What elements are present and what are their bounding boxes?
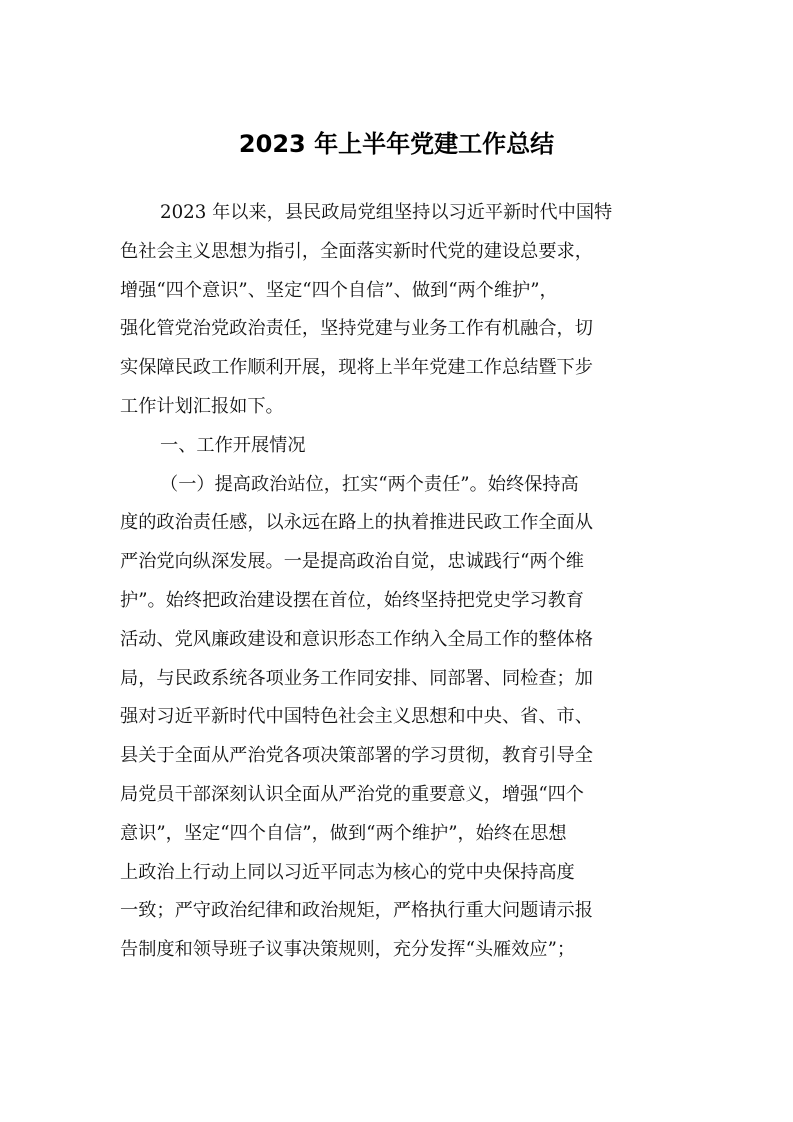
paragraph-line: 强化管党治党政治责任，坚持党建与业务工作有机融合，切 bbox=[120, 318, 593, 340]
paragraph-line: 一致；严守政治纪律和政治规矩，严格执行重大问题请示报 bbox=[120, 900, 593, 922]
paragraph-line: 意识”，坚定“四个自信”，做到“两个维护”，始终在思想 bbox=[120, 822, 567, 844]
paragraph-line: 上政治上行动上同以习近平同志为核心的党中央保持高度 bbox=[120, 861, 575, 883]
document-title: 2023 年上半年党建工作总结 bbox=[238, 130, 555, 158]
paragraph-line: （一）提高政治站位，扛实“两个责任”。始终保持高 bbox=[160, 473, 579, 495]
paragraph-line: 工作计划汇报如下。 bbox=[120, 395, 284, 417]
paragraph-line: 县关于全面从严治党各项决策部署的学习贯彻，教育引导全 bbox=[120, 745, 593, 767]
paragraph-line: 实保障民政工作顺利开展，现将上半年党建工作总结暨下步 bbox=[120, 357, 593, 379]
document-body bbox=[120, 194, 673, 970]
paragraph-line: 告制度和领导班子议事决策规则，充分发挥“头雁效应”； bbox=[120, 939, 576, 961]
paragraph-line: 增强“四个意识”、坚定“四个自信”、做到“两个维护”， bbox=[120, 279, 558, 301]
paragraph-line: 局，与民政系统各项业务工作同安排、同部署、同检查；加 bbox=[120, 667, 593, 689]
paragraph-line: 强对习近平新时代中国特色社会主义思想和中央、省、市、 bbox=[120, 706, 593, 728]
paragraph-line: 2023 年以来，县民政局党组坚持以习近平新时代中国特 bbox=[160, 202, 613, 223]
paragraph-line: 护”。始终把政治建设摆在首位，始终坚持把党史学习教育 bbox=[120, 589, 584, 611]
paragraph-line: 活动、党风廉政建设和意识形态工作纳入全局工作的整体格 bbox=[120, 628, 593, 650]
section-heading: 一、工作开展情况 bbox=[160, 434, 306, 456]
paragraph-line: 严治党向纵深发展。一是提高政治自觉，忠诚践行“两个维 bbox=[120, 551, 584, 573]
paragraph-line: 局党员干部深刻认识全面从严治党的重要意义，增强“四个 bbox=[120, 783, 584, 805]
paragraph-line: 色社会主义思想为指引，全面落实新时代党的建设总要求， bbox=[120, 240, 593, 262]
paragraph-line: 度的政治责任感，以永远在路上的执着推进民政工作全面从 bbox=[120, 512, 593, 534]
